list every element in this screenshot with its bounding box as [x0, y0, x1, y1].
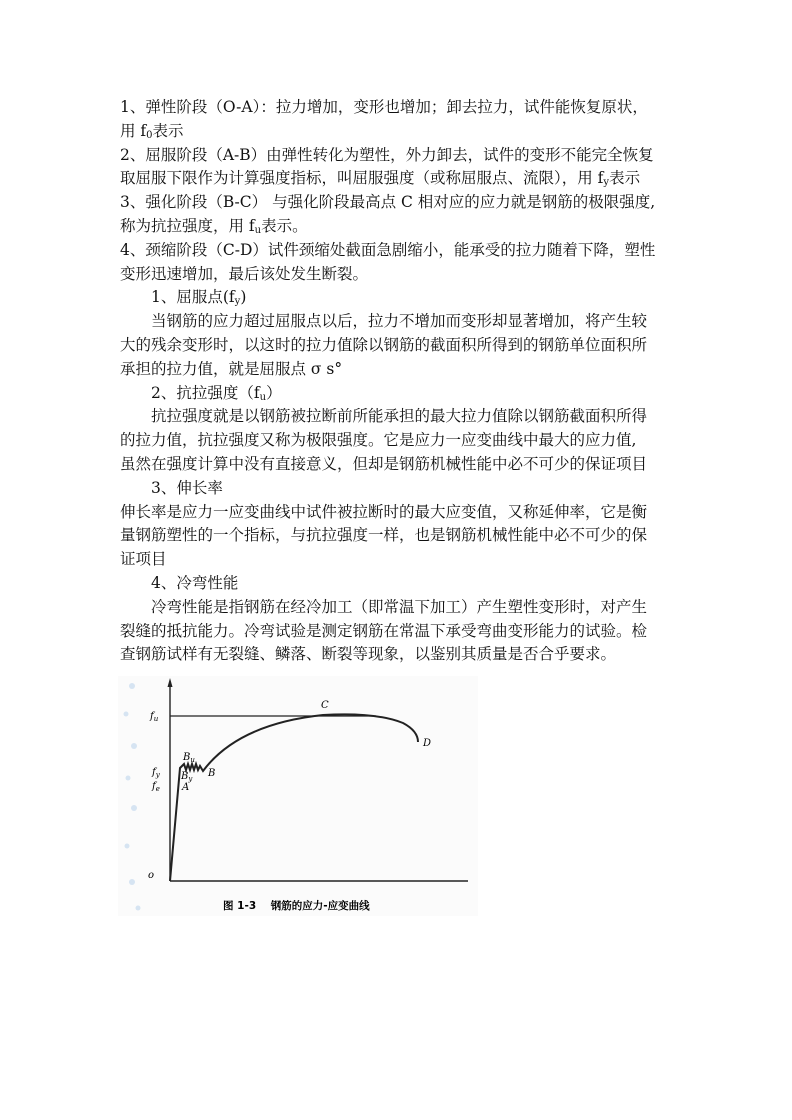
text-span: ） — [266, 383, 282, 402]
point-c-label: C — [321, 700, 329, 711]
figure-background — [118, 676, 478, 916]
text-span: 称为抗拉强度，用 f — [120, 216, 255, 235]
subscript: y — [234, 296, 241, 308]
label-subscript: y — [188, 775, 193, 783]
label-text: B — [181, 771, 189, 782]
paragraph-necking-stage: 4、颈缩阶段（C-D）试件颈缩处截面急剧缩小，能承受的拉力随着下降，塑性 — [120, 240, 656, 259]
paragraph-hardening-stage-cont — [120, 215, 680, 239]
paragraph-necking-stage-cont: 变形迅速增加，最后该处发生断裂。 — [120, 264, 369, 283]
paragraph-yield-point-cont: 大的残余变形时，以这时的拉力值除以钢筋的截面积所得到的钢筋单位面积所 — [120, 335, 648, 354]
subscript: u — [254, 224, 262, 236]
text-span: 表示 — [609, 169, 641, 188]
heading-cold-bending: 4、冷弯性能 — [151, 573, 239, 592]
text-span: 表示 — [152, 121, 184, 140]
paragraph-yield-point: 当钢筋的应力超过屈服点以后，拉力不增加而变形却显著增加，将产生较 — [151, 312, 648, 331]
stress-strain-figure — [118, 676, 478, 916]
paragraph-elongation-cont: 证项目 — [120, 550, 167, 569]
paragraph-elastic-stage: 1、弹性阶段（O-A）：拉力增加，变形也增加；卸去拉力，试件能恢复原状， — [120, 98, 648, 116]
label-text: f — [150, 711, 154, 722]
paragraph-elongation: 伸长率是应力一应变曲线中试件被拉断时的最大应变值，又称延伸率，它是衡 — [120, 502, 648, 521]
text-span: 1、屈服点(f — [151, 288, 235, 307]
paragraph-yield-stage-cont — [120, 167, 680, 191]
figure-caption: 图 1-3 钢筋的应力-应变曲线 — [223, 900, 370, 912]
origin-label: o — [148, 870, 155, 881]
point-b-label: B — [208, 768, 216, 779]
text-span: ) — [240, 288, 247, 307]
label-subscript: u — [153, 715, 159, 723]
text-span: 2、抗拉强度（f — [151, 383, 260, 402]
paragraph-tensile-strength-cont: 虽然在强度计算中没有直接意义，但却是钢筋机械性能中必不可少的保证项目 — [120, 454, 648, 473]
document-body — [120, 96, 680, 667]
heading-tensile-strength — [120, 382, 680, 406]
point-d-label: D — [423, 738, 432, 749]
point-a-label: A — [182, 782, 190, 793]
label-text: f — [152, 781, 156, 792]
subscript: 0 — [146, 129, 153, 141]
paragraph-elongation-cont: 量钢筋塑性的一个指标，与抗拉强度一样，也是钢筋机械性能中必不可少的保 — [120, 526, 648, 545]
text-span: 用 f — [120, 121, 147, 140]
paragraph-tensile-strength: 抗拉强度就是以钢筋被拉断前所能承担的最大拉力值除以钢筋截面积所得 — [151, 407, 648, 426]
label-subscript: e — [155, 785, 160, 793]
paragraph-yield-point-cont: 承担的拉力值，就是屈服点 σ s° — [120, 359, 343, 378]
subscript: u — [259, 391, 267, 403]
label-subscript: u — [190, 756, 195, 764]
paragraph-yield-stage: 2、屈服阶段（A-B）由弹性转化为塑性，外力卸去，试件的变形不能完全恢复 — [120, 145, 654, 164]
subscript: y — [603, 177, 610, 189]
label-text: B — [183, 752, 191, 763]
paragraph-cold-bending-cont: 查钢筋试样有无裂缝、鳞落、断裂等现象，以鉴别其质量是否合乎要求。 — [120, 645, 617, 664]
paragraph-tensile-strength-cont: 的拉力值，抗拉强度又称为极限强度。它是应力一应变曲线中最大的应力值, — [120, 431, 637, 450]
paragraph-cold-bending: 冷弯性能是指钢筋在经冷加工（即常温下加工）产生塑性变形时，对产生 — [151, 597, 648, 616]
paragraph-elastic-stage-cont — [120, 120, 680, 144]
paragraph-cold-bending-cont: 裂缝的抵抗能力。冷弯试验是测定钢筋在常温下承受弯曲变形能力的试验。检 — [120, 621, 648, 640]
label-subscript: y — [155, 771, 160, 779]
text-span: 取屈服下限作为计算强度指标，叫屈服强度（或称屈服点、流限），用 f — [120, 169, 604, 188]
stress-strain-diagram — [118, 676, 478, 916]
paragraph-hardening-stage: 3、强化阶段（B-C） 与强化阶段最高点 C 相对应的应力就是钢筋的极限强度, — [120, 193, 656, 212]
heading-elongation: 3、伸长率 — [151, 478, 223, 497]
text-span: 表示。 — [261, 216, 308, 235]
heading-yield-point — [120, 286, 680, 310]
label-text: f — [152, 767, 156, 778]
